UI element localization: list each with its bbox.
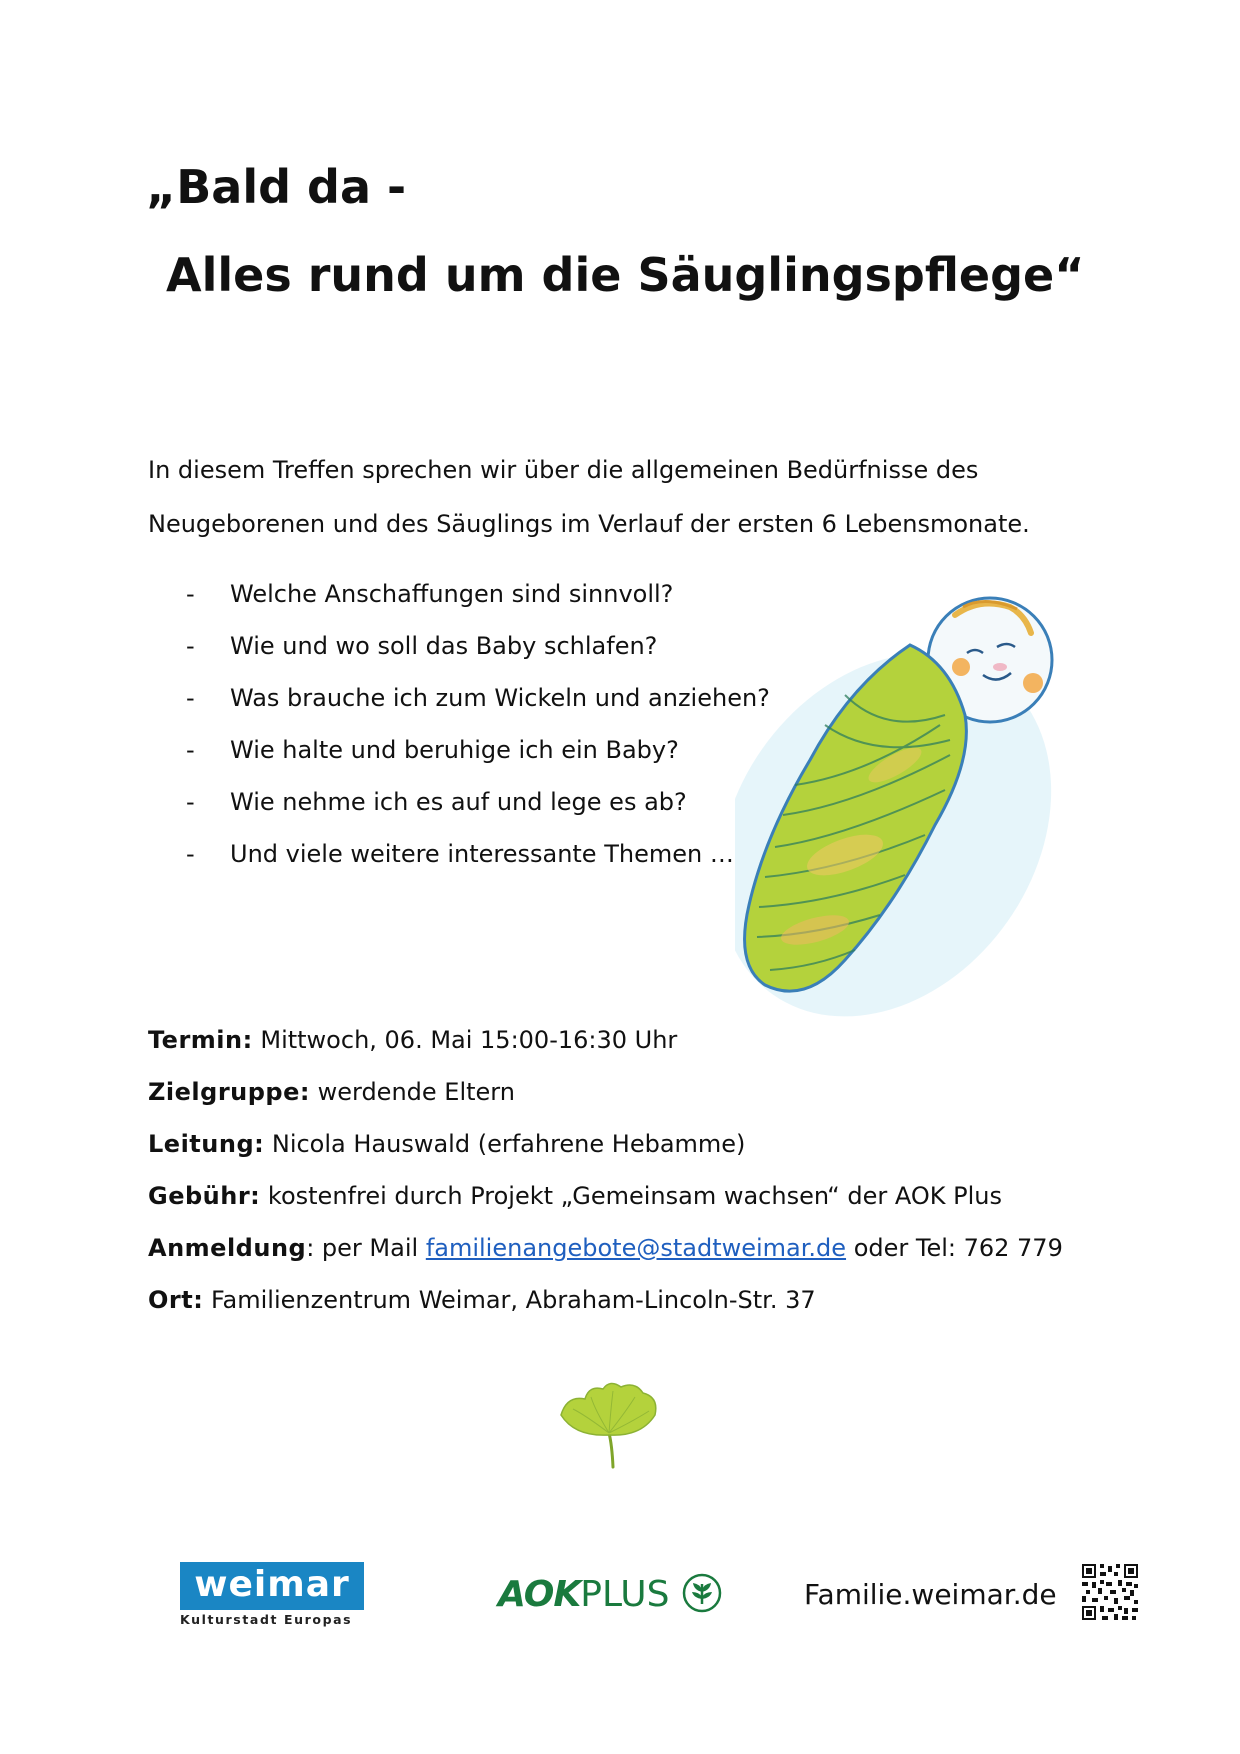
aok-plus-logo <box>498 1572 723 1615</box>
bullet-marker: - <box>186 736 195 764</box>
bullet-marker: - <box>186 840 195 868</box>
bullet-marker: - <box>186 632 195 660</box>
qr-code-icon <box>1082 1564 1138 1620</box>
zielgruppe-label: Zielgruppe: <box>148 1078 310 1106</box>
gebuehr-label: Gebühr: <box>148 1182 261 1210</box>
leitung-value: Nicola Hauswald (erfahrene Hebamme) <box>271 1130 746 1158</box>
termin-label: Termin: <box>148 1026 253 1054</box>
intro-line-1: In diesem Treffen sprechen wir über die allgemeinen Bedürfnisse des <box>148 456 979 484</box>
title-line-1: „Bald da - <box>146 160 407 214</box>
ort-value: Familienzentrum Weimar, Abraham-Lincoln-Str. 37 <box>210 1286 816 1314</box>
aok-logo-bold: AOK <box>498 1574 581 1615</box>
anmeldung-suffix: oder Tel: 762 779 <box>853 1234 1063 1262</box>
weimar-logo-text: weimar <box>180 1562 364 1610</box>
list-item: - Wie und wo soll das Baby schlafen? <box>180 632 657 660</box>
gebuehr-value: kostenfrei durch Projekt „Gemeinsam wachsen“ der AOK Plus <box>267 1182 1002 1210</box>
list-item: - Wie nehme ich es auf und lege es ab? <box>180 788 687 816</box>
info-anmeldung <box>148 1234 1063 1262</box>
ort-label: Ort: <box>148 1286 204 1314</box>
info-termin <box>148 1026 677 1054</box>
aok-tree-icon <box>681 1572 723 1614</box>
weimar-logo <box>180 1562 364 1627</box>
zielgruppe-value: werdende Eltern <box>317 1078 515 1106</box>
list-item: - Welche Anschaffungen sind sinnvoll? <box>180 580 673 608</box>
termin-value: Mittwoch, 06. Mai 15:00-16:30 Uhr <box>260 1026 678 1054</box>
email-link[interactable]: familienangebote@stadtweimar.de <box>425 1234 847 1262</box>
swaddled-baby-illustration <box>735 585 1105 1035</box>
aok-logo-plus: PLUS <box>580 1574 670 1615</box>
anmeldung-prefix: : per Mail <box>306 1234 419 1262</box>
list-item: - Und viele weitere interessante Themen … <box>180 840 734 868</box>
anmeldung-label: Anmeldung <box>148 1234 307 1262</box>
info-leitung <box>148 1130 745 1158</box>
title-line-2: Alles rund um die Säuglingspflege“ <box>166 248 1085 302</box>
bullet-marker: - <box>186 580 195 608</box>
bullet-marker: - <box>186 788 195 816</box>
website-text[interactable]: Familie.weimar.de <box>804 1578 1057 1611</box>
info-ort <box>148 1286 816 1314</box>
ginkgo-leaf-icon <box>555 1375 665 1475</box>
list-item: - Was brauche ich zum Wickeln und anziehen? <box>180 684 770 712</box>
info-gebuehr <box>148 1182 1002 1210</box>
leitung-label: Leitung: <box>148 1130 265 1158</box>
list-item: - Wie halte und beruhige ich ein Baby? <box>180 736 679 764</box>
intro-line-2: Neugeborenen und des Säuglings im Verlauf der ersten 6 Lebensmonate. <box>148 510 1030 538</box>
bullet-marker: - <box>186 684 195 712</box>
weimar-logo-subtitle: Kulturstadt Europas <box>180 1612 353 1627</box>
info-zielgruppe <box>148 1078 515 1106</box>
